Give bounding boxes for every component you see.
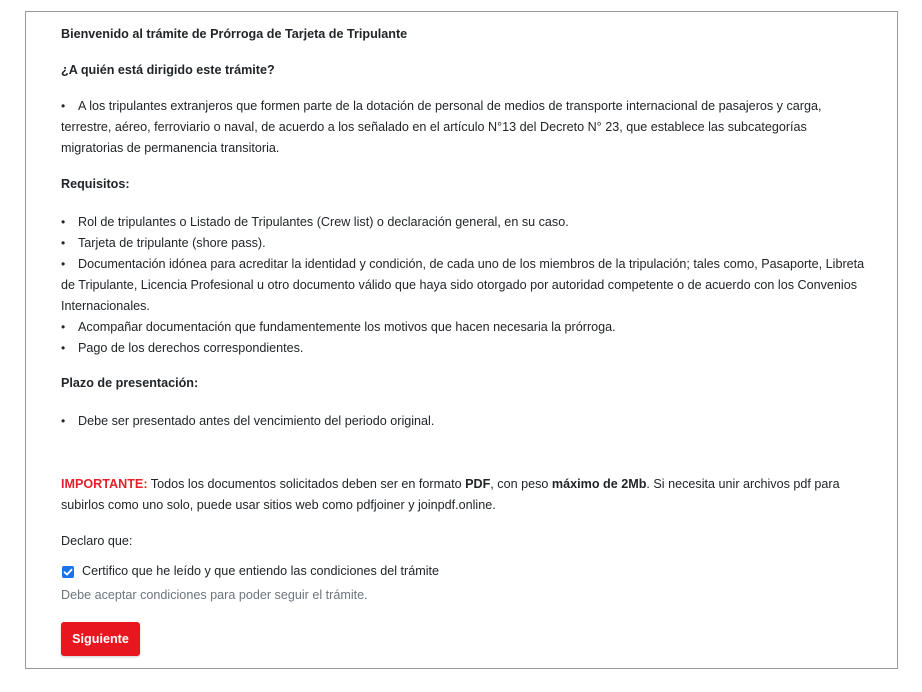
list-item-text: A los tripulantes extranjeros que formen parte de la dotación de personal de medios de transporte internacional de pasajeros y carga, terrestre, aéreo, ferroviario o naval, de acuerdo a los señalado en el artículo N°13 del Decreto N° 23, que establece las subcategorías migratorias de permanencia transitoria.: [61, 99, 822, 155]
list-item: [61, 233, 869, 254]
bullet-icon: •: [61, 341, 66, 355]
requirements-heading: Requisitos:: [61, 177, 130, 191]
list-item: [61, 212, 869, 233]
list-item-text: Debe ser presentado antes del vencimiento del periodo original.: [78, 414, 435, 428]
list-item: [61, 96, 866, 159]
accept-conditions-checkbox[interactable]: [62, 566, 74, 578]
notice-max-size: máximo de 2Mb: [551, 477, 647, 491]
checkmark-icon: [63, 567, 73, 577]
helper-text: Debe aceptar condiciones para poder seguir el trámite.: [61, 588, 368, 602]
declaration-label: Declaro que:: [61, 534, 133, 548]
who-heading: ¿A quién está dirigido este trámite?: [61, 63, 275, 77]
page-title: Bienvenido al trámite de Prórroga de Tarjeta de Tripulante: [61, 27, 408, 41]
list-item-text: Rol de tripulantes o Listado de Tripulantes (Crew list) o declaración general, en su caso.: [78, 215, 569, 229]
deadline-list: [61, 411, 434, 432]
list-item: [61, 411, 434, 432]
bullet-icon: •: [61, 414, 66, 428]
list-item: [61, 317, 869, 338]
bullet-icon: •: [61, 215, 66, 229]
notice-text-1: Todos los documentos solicitados deben ser en formato: [147, 477, 466, 491]
procedure-card: [25, 11, 898, 669]
bullet-icon: •: [61, 320, 66, 334]
next-button[interactable]: Siguiente: [61, 622, 140, 656]
list-item: [61, 254, 869, 317]
list-item-text: Documentación idónea para acreditar la identidad y condición, de cada uno de los miembros de la tripulación; tales como, Pasaporte, Libreta de Tripulante, Licencia Profesional u otro documento válido que haya sido otorgado por autoridad competente o de acuerdo con los Convenios Internacionales.: [61, 257, 865, 313]
who-list: [61, 96, 866, 159]
notice-format: PDF: [465, 477, 491, 491]
list-item-text: Tarjeta de tripulante (shore pass).: [78, 236, 266, 250]
notice-text-3: . Si necesita unir archivos pdf para subirlos como uno solo, puede usar sitios web como pdfjoiner y joinpdf.online.: [61, 477, 840, 512]
requirements-list: [61, 212, 869, 359]
important-notice: [61, 474, 866, 516]
bullet-icon: •: [61, 99, 66, 113]
bullet-icon: •: [61, 236, 66, 250]
list-item: [61, 338, 869, 359]
important-label: IMPORTANTE:: [61, 477, 148, 491]
deadline-heading: Plazo de presentación:: [61, 376, 199, 390]
accept-conditions-label[interactable]: Certifico que he leído y que entiendo las condiciones del trámite: [82, 564, 440, 578]
bullet-icon: •: [61, 257, 66, 271]
list-item-text: Pago de los derechos correspondientes.: [78, 341, 304, 355]
notice-text-2: , con peso: [490, 477, 552, 491]
list-item-text: Acompañar documentación que fundamentemente los motivos que hacen necesaria la prórroga.: [78, 320, 616, 334]
accept-conditions-row[interactable]: [61, 561, 439, 582]
